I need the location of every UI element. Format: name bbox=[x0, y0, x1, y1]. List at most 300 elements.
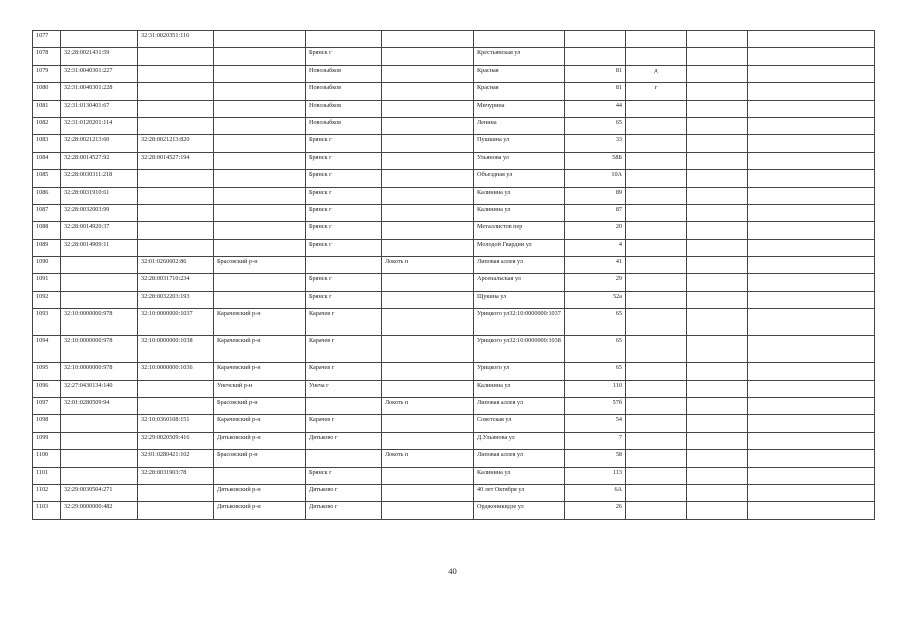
table-row bbox=[33, 83, 875, 100]
district bbox=[214, 274, 306, 291]
extra-col-2 bbox=[748, 222, 875, 239]
city bbox=[306, 31, 382, 48]
building-letter bbox=[626, 484, 687, 501]
row-number: 1091 bbox=[33, 274, 61, 291]
parent-cadastral-number: 32:28:0021213:820 bbox=[138, 135, 214, 152]
parent-cadastral-number: 32:10:0000000:1037 bbox=[138, 309, 214, 336]
house-number: 4 bbox=[565, 239, 626, 256]
row-number: 1089 bbox=[33, 239, 61, 256]
house-number: 44 bbox=[565, 100, 626, 117]
row-number: 1099 bbox=[33, 432, 61, 449]
building-letter bbox=[626, 309, 687, 336]
table-row bbox=[33, 48, 875, 65]
cadastral-number: 32:28:0021213:60 bbox=[61, 135, 138, 152]
extra-col-2 bbox=[748, 336, 875, 363]
street: Урицкого ул32:10:0000000:1037 bbox=[474, 309, 565, 336]
row-number: 1103 bbox=[33, 502, 61, 519]
table-row bbox=[33, 398, 875, 415]
building-letter bbox=[626, 363, 687, 380]
street: Красная bbox=[474, 65, 565, 82]
cadastral-number: 32:27:0430134:140 bbox=[61, 380, 138, 397]
city: Новозыбков bbox=[306, 117, 382, 134]
house-number: 65 bbox=[565, 363, 626, 380]
extra-col-2 bbox=[748, 170, 875, 187]
building-letter bbox=[626, 336, 687, 363]
building-letter bbox=[626, 204, 687, 221]
row-number: 1086 bbox=[33, 187, 61, 204]
table-row bbox=[33, 239, 875, 256]
parent-cadastral-number bbox=[138, 204, 214, 221]
row-number: 1087 bbox=[33, 204, 61, 221]
cadastral-number: 32:01:0280509:94 bbox=[61, 398, 138, 415]
district: Брасовский р-н bbox=[214, 257, 306, 274]
extra-col-1 bbox=[687, 135, 748, 152]
cadastral-number: 32:31:0120201:114 bbox=[61, 117, 138, 134]
street: Урицкого ул bbox=[474, 363, 565, 380]
extra-col-1 bbox=[687, 432, 748, 449]
row-number: 1080 bbox=[33, 83, 61, 100]
building-letter bbox=[626, 432, 687, 449]
settlement bbox=[382, 222, 474, 239]
extra-col-1 bbox=[687, 502, 748, 519]
street: Урицкого ул32:10:0000000:1038 bbox=[474, 336, 565, 363]
city: Дятьково г bbox=[306, 432, 382, 449]
house-number: 54 bbox=[565, 415, 626, 432]
cadastral-number: 32:28:0021431:59 bbox=[61, 48, 138, 65]
cadastral-number: 32:29:0030504:271 bbox=[61, 484, 138, 501]
extra-col-2 bbox=[748, 239, 875, 256]
street: Ленина bbox=[474, 117, 565, 134]
table-row bbox=[33, 415, 875, 432]
city: Брянск г bbox=[306, 48, 382, 65]
street: Щукина ул bbox=[474, 291, 565, 308]
table-row bbox=[33, 187, 875, 204]
building-letter bbox=[626, 502, 687, 519]
city: Брянск г bbox=[306, 187, 382, 204]
street: Калинина ул bbox=[474, 187, 565, 204]
row-number: 1098 bbox=[33, 415, 61, 432]
city: Брянск г bbox=[306, 170, 382, 187]
parent-cadastral-number: 32:10:0000000:1038 bbox=[138, 336, 214, 363]
building-letter bbox=[626, 135, 687, 152]
district: Карачевский р-н bbox=[214, 309, 306, 336]
parent-cadastral-number bbox=[138, 222, 214, 239]
extra-col-1 bbox=[687, 309, 748, 336]
row-number: 1084 bbox=[33, 152, 61, 169]
parent-cadastral-number bbox=[138, 48, 214, 65]
cadastral-number: 32:10:0000000:978 bbox=[61, 336, 138, 363]
parent-cadastral-number bbox=[138, 239, 214, 256]
building-letter bbox=[626, 48, 687, 65]
district bbox=[214, 291, 306, 308]
city: Карачев г bbox=[306, 309, 382, 336]
district bbox=[214, 48, 306, 65]
table-row bbox=[33, 152, 875, 169]
parent-cadastral-number bbox=[138, 484, 214, 501]
table-body bbox=[33, 31, 875, 520]
parent-cadastral-number bbox=[138, 83, 214, 100]
row-number: 1094 bbox=[33, 336, 61, 363]
settlement bbox=[382, 274, 474, 291]
district: Карачевский р-н bbox=[214, 415, 306, 432]
extra-col-1 bbox=[687, 336, 748, 363]
parent-cadastral-number: 32:28:0014527:194 bbox=[138, 152, 214, 169]
extra-col-2 bbox=[748, 48, 875, 65]
parent-cadastral-number: 32:28:0031903:78 bbox=[138, 467, 214, 484]
building-letter bbox=[626, 380, 687, 397]
extra-col-2 bbox=[748, 450, 875, 467]
street: 40 лет Октября ул bbox=[474, 484, 565, 501]
street: Ульянова ул bbox=[474, 152, 565, 169]
extra-col-1 bbox=[687, 239, 748, 256]
street: Калинина ул bbox=[474, 467, 565, 484]
house-number: 26 bbox=[565, 502, 626, 519]
street: Мичурина bbox=[474, 100, 565, 117]
cadastral-number: 32:31:0130401:67 bbox=[61, 100, 138, 117]
table-row bbox=[33, 450, 875, 467]
street: Д.Ульянова ул bbox=[474, 432, 565, 449]
extra-col-2 bbox=[748, 152, 875, 169]
house-number: 58 bbox=[565, 450, 626, 467]
settlement bbox=[382, 380, 474, 397]
city: Новозыбков bbox=[306, 83, 382, 100]
settlement bbox=[382, 187, 474, 204]
extra-col-1 bbox=[687, 467, 748, 484]
table-row bbox=[33, 502, 875, 519]
cadastral-number: 32:10:0000000:978 bbox=[61, 363, 138, 380]
district bbox=[214, 135, 306, 152]
parent-cadastral-number: 32:29:0020509:416 bbox=[138, 432, 214, 449]
cadastral-number bbox=[61, 450, 138, 467]
house-number: 110 bbox=[565, 380, 626, 397]
register-table bbox=[32, 30, 875, 520]
row-number: 1097 bbox=[33, 398, 61, 415]
cadastral-number: 32:28:0031910:61 bbox=[61, 187, 138, 204]
house-number: 89 bbox=[565, 187, 626, 204]
settlement bbox=[382, 152, 474, 169]
house-number: 65 bbox=[565, 117, 626, 134]
district bbox=[214, 204, 306, 221]
extra-col-1 bbox=[687, 48, 748, 65]
extra-col-2 bbox=[748, 187, 875, 204]
extra-col-2 bbox=[748, 83, 875, 100]
extra-col-1 bbox=[687, 450, 748, 467]
city: Карачев г bbox=[306, 363, 382, 380]
table-row bbox=[33, 380, 875, 397]
settlement bbox=[382, 336, 474, 363]
extra-col-1 bbox=[687, 398, 748, 415]
district bbox=[214, 117, 306, 134]
house-number: 20 bbox=[565, 222, 626, 239]
house-number: 81 bbox=[565, 65, 626, 82]
city: Карачев г bbox=[306, 336, 382, 363]
table-row bbox=[33, 204, 875, 221]
table-row bbox=[33, 31, 875, 48]
table-row bbox=[33, 336, 875, 363]
district: Карачевский р-н bbox=[214, 363, 306, 380]
row-number: 1090 bbox=[33, 257, 61, 274]
cadastral-number: 32:31:0040301:228 bbox=[61, 83, 138, 100]
house-number: 33 bbox=[565, 135, 626, 152]
building-letter bbox=[626, 170, 687, 187]
city: Брянск г bbox=[306, 291, 382, 308]
register-table-container bbox=[32, 30, 875, 520]
settlement bbox=[382, 363, 474, 380]
extra-col-2 bbox=[748, 398, 875, 415]
cadastral-number: 32:28:0032003:99 bbox=[61, 204, 138, 221]
extra-col-2 bbox=[748, 204, 875, 221]
district bbox=[214, 170, 306, 187]
parent-cadastral-number bbox=[138, 100, 214, 117]
house-number: 10А bbox=[565, 170, 626, 187]
parent-cadastral-number: 32:28:0032203:193 bbox=[138, 291, 214, 308]
extra-col-1 bbox=[687, 291, 748, 308]
city bbox=[306, 257, 382, 274]
building-letter bbox=[626, 450, 687, 467]
building-letter bbox=[626, 398, 687, 415]
building-letter bbox=[626, 239, 687, 256]
building-letter bbox=[626, 187, 687, 204]
settlement: Локоть п bbox=[382, 450, 474, 467]
parent-cadastral-number: 32:31:0020351:116 bbox=[138, 31, 214, 48]
settlement bbox=[382, 83, 474, 100]
extra-col-1 bbox=[687, 100, 748, 117]
row-number: 1083 bbox=[33, 135, 61, 152]
street: Арсенальская ул bbox=[474, 274, 565, 291]
district: Дятьковский р-н bbox=[214, 432, 306, 449]
city: Брянск г bbox=[306, 239, 382, 256]
parent-cadastral-number: 32:10:0360108:151 bbox=[138, 415, 214, 432]
street: Советская ул bbox=[474, 415, 565, 432]
table-row bbox=[33, 432, 875, 449]
building-letter bbox=[626, 274, 687, 291]
cadastral-number: 32:31:0040301:227 bbox=[61, 65, 138, 82]
house-number bbox=[565, 48, 626, 65]
settlement bbox=[382, 100, 474, 117]
street: Объездная ул bbox=[474, 170, 565, 187]
building-letter: г bbox=[626, 83, 687, 100]
building-letter bbox=[626, 415, 687, 432]
settlement bbox=[382, 415, 474, 432]
settlement bbox=[382, 31, 474, 48]
building-letter bbox=[626, 222, 687, 239]
extra-col-2 bbox=[748, 31, 875, 48]
district bbox=[214, 222, 306, 239]
extra-col-1 bbox=[687, 222, 748, 239]
row-number: 1092 bbox=[33, 291, 61, 308]
parent-cadastral-number bbox=[138, 502, 214, 519]
parent-cadastral-number bbox=[138, 65, 214, 82]
table-row bbox=[33, 291, 875, 308]
row-number: 1088 bbox=[33, 222, 61, 239]
house-number: 65 bbox=[565, 336, 626, 363]
extra-col-1 bbox=[687, 204, 748, 221]
city bbox=[306, 450, 382, 467]
district bbox=[214, 65, 306, 82]
table-row bbox=[33, 467, 875, 484]
table-row bbox=[33, 100, 875, 117]
extra-col-1 bbox=[687, 65, 748, 82]
settlement bbox=[382, 117, 474, 134]
city: Новозыбков bbox=[306, 65, 382, 82]
settlement bbox=[382, 170, 474, 187]
district: Дятьковский р-н bbox=[214, 502, 306, 519]
parent-cadastral-number bbox=[138, 398, 214, 415]
district bbox=[214, 31, 306, 48]
city: Брянск г bbox=[306, 135, 382, 152]
extra-col-1 bbox=[687, 117, 748, 134]
cadastral-number bbox=[61, 467, 138, 484]
extra-col-1 bbox=[687, 257, 748, 274]
extra-col-1 bbox=[687, 31, 748, 48]
parent-cadastral-number bbox=[138, 117, 214, 134]
building-letter: д bbox=[626, 65, 687, 82]
extra-col-2 bbox=[748, 363, 875, 380]
row-number: 1082 bbox=[33, 117, 61, 134]
extra-col-2 bbox=[748, 135, 875, 152]
table-row bbox=[33, 484, 875, 501]
parent-cadastral-number bbox=[138, 187, 214, 204]
house-number: 113 bbox=[565, 467, 626, 484]
extra-col-2 bbox=[748, 415, 875, 432]
extra-col-2 bbox=[748, 257, 875, 274]
extra-col-1 bbox=[687, 83, 748, 100]
building-letter bbox=[626, 257, 687, 274]
table-row bbox=[33, 222, 875, 239]
street: Пушкина ул bbox=[474, 135, 565, 152]
street: Калинина ул bbox=[474, 380, 565, 397]
building-letter bbox=[626, 117, 687, 134]
street: Липовая аллея ул bbox=[474, 450, 565, 467]
row-number: 1093 bbox=[33, 309, 61, 336]
extra-col-1 bbox=[687, 363, 748, 380]
parent-cadastral-number: 32:01:0260602:86 bbox=[138, 257, 214, 274]
house-number bbox=[565, 31, 626, 48]
district bbox=[214, 467, 306, 484]
settlement bbox=[382, 432, 474, 449]
city: Брянск г bbox=[306, 152, 382, 169]
building-letter bbox=[626, 152, 687, 169]
cadastral-number bbox=[61, 257, 138, 274]
house-number: 52а bbox=[565, 291, 626, 308]
cadastral-number: 32:28:0014909:11 bbox=[61, 239, 138, 256]
table-row bbox=[33, 170, 875, 187]
district bbox=[214, 83, 306, 100]
city: Карачев г bbox=[306, 415, 382, 432]
street: Молодой Гвардии ул bbox=[474, 239, 565, 256]
settlement bbox=[382, 204, 474, 221]
row-number: 1096 bbox=[33, 380, 61, 397]
building-letter bbox=[626, 31, 687, 48]
settlement bbox=[382, 309, 474, 336]
city: Брянск г bbox=[306, 467, 382, 484]
city: Унеча г bbox=[306, 380, 382, 397]
district bbox=[214, 100, 306, 117]
city: Брянск г bbox=[306, 204, 382, 221]
house-number: 41 bbox=[565, 257, 626, 274]
house-number: 65 bbox=[565, 309, 626, 336]
settlement bbox=[382, 291, 474, 308]
house-number: 81 bbox=[565, 83, 626, 100]
extra-col-1 bbox=[687, 152, 748, 169]
row-number: 1078 bbox=[33, 48, 61, 65]
city: Дятьково г bbox=[306, 502, 382, 519]
extra-col-2 bbox=[748, 380, 875, 397]
table-row bbox=[33, 363, 875, 380]
building-letter bbox=[626, 291, 687, 308]
extra-col-2 bbox=[748, 291, 875, 308]
settlement bbox=[382, 48, 474, 65]
street: Крестьянская ул bbox=[474, 48, 565, 65]
extra-col-1 bbox=[687, 274, 748, 291]
cadastral-number bbox=[61, 274, 138, 291]
settlement bbox=[382, 65, 474, 82]
city: Дятьково г bbox=[306, 484, 382, 501]
street bbox=[474, 31, 565, 48]
row-number: 1095 bbox=[33, 363, 61, 380]
settlement bbox=[382, 502, 474, 519]
cadastral-number: 32:28:0030311:218 bbox=[61, 170, 138, 187]
house-number: 58Б bbox=[565, 152, 626, 169]
table-row bbox=[33, 117, 875, 134]
extra-col-1 bbox=[687, 415, 748, 432]
table-row bbox=[33, 274, 875, 291]
table-row bbox=[33, 257, 875, 274]
cadastral-number bbox=[61, 432, 138, 449]
row-number: 1079 bbox=[33, 65, 61, 82]
row-number: 1101 bbox=[33, 467, 61, 484]
page-number: 40 bbox=[448, 566, 457, 576]
district bbox=[214, 152, 306, 169]
extra-col-1 bbox=[687, 380, 748, 397]
row-number: 1085 bbox=[33, 170, 61, 187]
cadastral-number bbox=[61, 415, 138, 432]
house-number: 7 bbox=[565, 432, 626, 449]
extra-col-2 bbox=[748, 117, 875, 134]
district: Унечский р-н bbox=[214, 380, 306, 397]
settlement: Локоть п bbox=[382, 257, 474, 274]
extra-col-2 bbox=[748, 432, 875, 449]
extra-col-2 bbox=[748, 309, 875, 336]
parent-cadastral-number: 32:28:0031710:234 bbox=[138, 274, 214, 291]
extra-col-1 bbox=[687, 187, 748, 204]
settlement bbox=[382, 484, 474, 501]
extra-col-2 bbox=[748, 484, 875, 501]
parent-cadastral-number: 32:10:0000000:1036 bbox=[138, 363, 214, 380]
cadastral-number bbox=[61, 291, 138, 308]
settlement bbox=[382, 135, 474, 152]
house-number: 57б bbox=[565, 398, 626, 415]
extra-col-2 bbox=[748, 467, 875, 484]
district: Брасовский р-н bbox=[214, 398, 306, 415]
extra-col-2 bbox=[748, 100, 875, 117]
district: Дятьковский р-н bbox=[214, 484, 306, 501]
house-number: 87 bbox=[565, 204, 626, 221]
street: Металлистов пер bbox=[474, 222, 565, 239]
row-number: 1102 bbox=[33, 484, 61, 501]
district: Карачевский р-н bbox=[214, 336, 306, 363]
cadastral-number: 32:28:0014920:37 bbox=[61, 222, 138, 239]
city: Брянск г bbox=[306, 222, 382, 239]
extra-col-1 bbox=[687, 170, 748, 187]
street: Липовая аллея ул bbox=[474, 398, 565, 415]
table-row bbox=[33, 309, 875, 336]
house-number: 29 bbox=[565, 274, 626, 291]
table-row bbox=[33, 65, 875, 82]
district bbox=[214, 239, 306, 256]
parent-cadastral-number bbox=[138, 170, 214, 187]
cadastral-number: 32:28:0014527:92 bbox=[61, 152, 138, 169]
